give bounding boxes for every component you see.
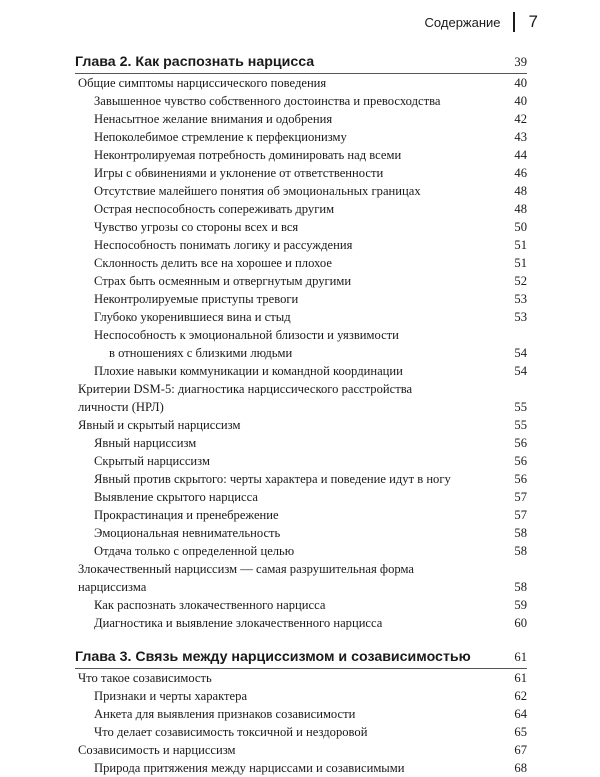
toc-entry-title: Отдача только с определенной целью bbox=[94, 544, 295, 558]
toc-entry-title: Анкета для выявления признаков созависимости bbox=[94, 707, 356, 721]
toc-entry-page: 42 bbox=[514, 112, 527, 126]
toc-entry[interactable] bbox=[75, 416, 527, 434]
toc-entry-page: 58 bbox=[514, 544, 527, 558]
toc-entry-title: Завышенное чувство собственного достоинства и превосходства bbox=[94, 94, 441, 108]
toc-entry[interactable] bbox=[75, 524, 527, 542]
toc-entry-title: Страх быть осмеянным и отвергнутым другими bbox=[94, 274, 352, 288]
toc-entry[interactable] bbox=[75, 344, 527, 362]
toc-entry-title: Глубоко укоренившиеся вина и стыд bbox=[94, 310, 291, 324]
toc-entry[interactable] bbox=[75, 578, 527, 596]
toc-entry[interactable] bbox=[75, 164, 527, 182]
toc-entry[interactable] bbox=[75, 596, 527, 614]
toc-entry[interactable] bbox=[75, 218, 527, 236]
toc-entry-title: Неспособность понимать логику и рассуждения bbox=[94, 238, 353, 252]
chapter-heading[interactable] bbox=[75, 646, 527, 668]
toc-entry-title: личности (НРЛ) bbox=[78, 400, 164, 414]
toc-entry-page: 61 bbox=[514, 671, 527, 685]
toc-entry[interactable] bbox=[75, 560, 527, 578]
toc-entry-title: Что делает созависимость токсичной и нездоровой bbox=[94, 725, 368, 739]
toc-entry-title: Неконтролируемая потребность доминировать над всеми bbox=[94, 148, 402, 162]
toc-entry[interactable] bbox=[75, 146, 527, 164]
toc-entry-title: Общие симптомы нарциссического поведения bbox=[78, 76, 327, 90]
toc-entry-page: 56 bbox=[514, 472, 527, 486]
toc-entry-title: Прокрастинация и пренебрежение bbox=[94, 508, 279, 522]
toc-entry-page: 53 bbox=[514, 292, 527, 306]
toc-entry-title: нарциссизма bbox=[78, 580, 147, 594]
toc-entry[interactable] bbox=[75, 669, 527, 687]
toc-entry-page: 52 bbox=[514, 274, 527, 288]
toc-entry-page: 60 bbox=[514, 616, 527, 630]
toc-entry-page: 53 bbox=[514, 310, 527, 324]
chapter-title: Глава 3. Связь между нарциссизмом и созависимостью bbox=[75, 649, 471, 665]
toc-entry[interactable] bbox=[75, 362, 527, 380]
toc-entry[interactable] bbox=[75, 92, 527, 110]
toc-entry-title: Созависимость и нарциссизм bbox=[78, 743, 236, 757]
toc-entry-page: 56 bbox=[514, 454, 527, 468]
toc-entry-page: 68 bbox=[514, 761, 527, 775]
toc-entry[interactable] bbox=[75, 506, 527, 524]
toc-entry-title: Отсутствие малейшего понятия об эмоциональных границах bbox=[94, 184, 421, 198]
toc-entry-title: Злокачественный нарциссизм — самая разрушительная форма bbox=[78, 562, 414, 576]
toc-entry-page: 55 bbox=[514, 418, 527, 432]
toc-entry-title: Чувство угрозы со стороны всех и вся bbox=[94, 220, 299, 234]
toc-entry-title: Явный против скрытого: черты характера и поведение идут в ногу bbox=[94, 472, 451, 486]
toc-entry-page: 58 bbox=[514, 580, 527, 594]
toc-entry-title: Критерии DSM-5: диагностика нарциссического расстройства bbox=[78, 382, 413, 396]
toc-entry-title: Плохие навыки коммуникации и командной координации bbox=[94, 364, 403, 378]
toc-entry-page: 67 bbox=[514, 743, 527, 757]
toc-entry-page: 64 bbox=[514, 707, 527, 721]
toc-entry[interactable] bbox=[75, 687, 527, 705]
toc-entry[interactable] bbox=[75, 759, 527, 777]
page-number: 7 bbox=[528, 12, 538, 31]
toc-entry-title: Непоколебимое стремление к перфекционизму bbox=[94, 130, 347, 144]
toc-entry-page: 51 bbox=[514, 238, 527, 252]
toc-entry-page: 57 bbox=[514, 508, 527, 522]
toc-entry-page: 54 bbox=[514, 364, 527, 378]
toc-entry[interactable] bbox=[75, 128, 527, 146]
toc-entry-title: Эмоциональная невнимательность bbox=[94, 526, 281, 540]
running-header-title: Содержание bbox=[424, 14, 501, 30]
toc-entry-page: 40 bbox=[514, 76, 527, 90]
toc-entry[interactable] bbox=[75, 542, 527, 560]
chapter-entries bbox=[75, 669, 527, 777]
toc-entry[interactable] bbox=[75, 380, 527, 398]
toc-entry-page: 54 bbox=[514, 346, 527, 360]
toc-entry[interactable] bbox=[75, 272, 527, 290]
toc-entry[interactable] bbox=[75, 182, 527, 200]
toc-entry[interactable] bbox=[75, 705, 527, 723]
toc-entry[interactable] bbox=[75, 741, 527, 759]
toc-entry-page: 51 bbox=[514, 256, 527, 270]
toc-entry[interactable] bbox=[75, 434, 527, 452]
header-divider bbox=[513, 12, 515, 32]
toc-entry-title: Природа притяжения между нарциссами и созависимыми bbox=[94, 761, 405, 775]
toc-entry-title: Неспособность к эмоциональной близости и уязвимости bbox=[94, 328, 399, 342]
toc-entry[interactable] bbox=[75, 74, 527, 92]
toc-entry-page: 50 bbox=[514, 220, 527, 234]
toc-entry-page: 65 bbox=[514, 725, 527, 739]
toc-entry[interactable] bbox=[75, 326, 527, 344]
chapter-heading[interactable] bbox=[75, 51, 527, 73]
toc-entry-title: Диагностика и выявление злокачественного нарцисса bbox=[94, 616, 383, 630]
toc-entry-page: 48 bbox=[514, 184, 527, 198]
chapter-entries bbox=[75, 74, 527, 632]
toc-entry-title: Явный нарциссизм bbox=[94, 436, 197, 450]
toc-entry[interactable] bbox=[75, 488, 527, 506]
toc-entry-page: 48 bbox=[514, 202, 527, 216]
toc-entry-title: Выявление скрытого нарцисса bbox=[94, 490, 258, 504]
toc-entry[interactable] bbox=[75, 470, 527, 488]
toc-entry-page: 43 bbox=[514, 130, 527, 144]
chapter-page: 39 bbox=[514, 55, 527, 69]
toc-entry-title: Игры с обвинениями и уклонение от ответственности bbox=[94, 166, 384, 180]
toc-entry[interactable] bbox=[75, 398, 527, 416]
toc-entry[interactable] bbox=[75, 200, 527, 218]
toc-entry-page: 40 bbox=[514, 94, 527, 108]
toc-entry-title: в отношениях с близкими людьми bbox=[109, 346, 293, 360]
toc-entry[interactable] bbox=[75, 723, 527, 741]
toc-entry-title: Явный и скрытый нарциссизм bbox=[78, 418, 241, 432]
toc-entry-title: Склонность делить все на хорошее и плохое bbox=[94, 256, 332, 270]
toc-entry-page: 46 bbox=[514, 166, 527, 180]
toc-entry-page: 55 bbox=[514, 400, 527, 414]
toc-entry-page: 62 bbox=[514, 689, 527, 703]
running-header bbox=[425, 12, 538, 32]
toc-entry[interactable] bbox=[75, 452, 527, 470]
toc-entry[interactable] bbox=[75, 308, 527, 326]
toc-entry-page: 58 bbox=[514, 526, 527, 540]
toc-entry-title: Скрытый нарциссизм bbox=[94, 454, 210, 468]
toc-entry-page: 44 bbox=[514, 148, 527, 162]
toc-entry-page: 56 bbox=[514, 436, 527, 450]
toc-entry-title: Неконтролируемые приступы тревоги bbox=[94, 292, 299, 306]
toc-entry-title: Ненасытное желание внимания и одобрения bbox=[94, 112, 333, 126]
toc-entry-title: Что такое созависимость bbox=[78, 671, 212, 685]
toc-entry-page: 57 bbox=[514, 490, 527, 504]
toc-entry-title: Признаки и черты характера bbox=[94, 689, 248, 703]
toc-entry[interactable] bbox=[75, 290, 527, 308]
toc-entry-title: Острая неспособность сопереживать другим bbox=[94, 202, 335, 216]
table-of-contents bbox=[75, 51, 527, 777]
toc-entry[interactable] bbox=[75, 236, 527, 254]
toc-entry-title: Как распознать злокачественного нарцисса bbox=[94, 598, 326, 612]
toc-entry[interactable] bbox=[75, 614, 527, 632]
chapter-title: Глава 2. Как распознать нарцисса bbox=[75, 54, 315, 70]
toc-entry[interactable] bbox=[75, 110, 527, 128]
toc-entry[interactable] bbox=[75, 254, 527, 272]
toc-entry-page: 59 bbox=[514, 598, 527, 612]
chapter-page: 61 bbox=[514, 650, 527, 664]
